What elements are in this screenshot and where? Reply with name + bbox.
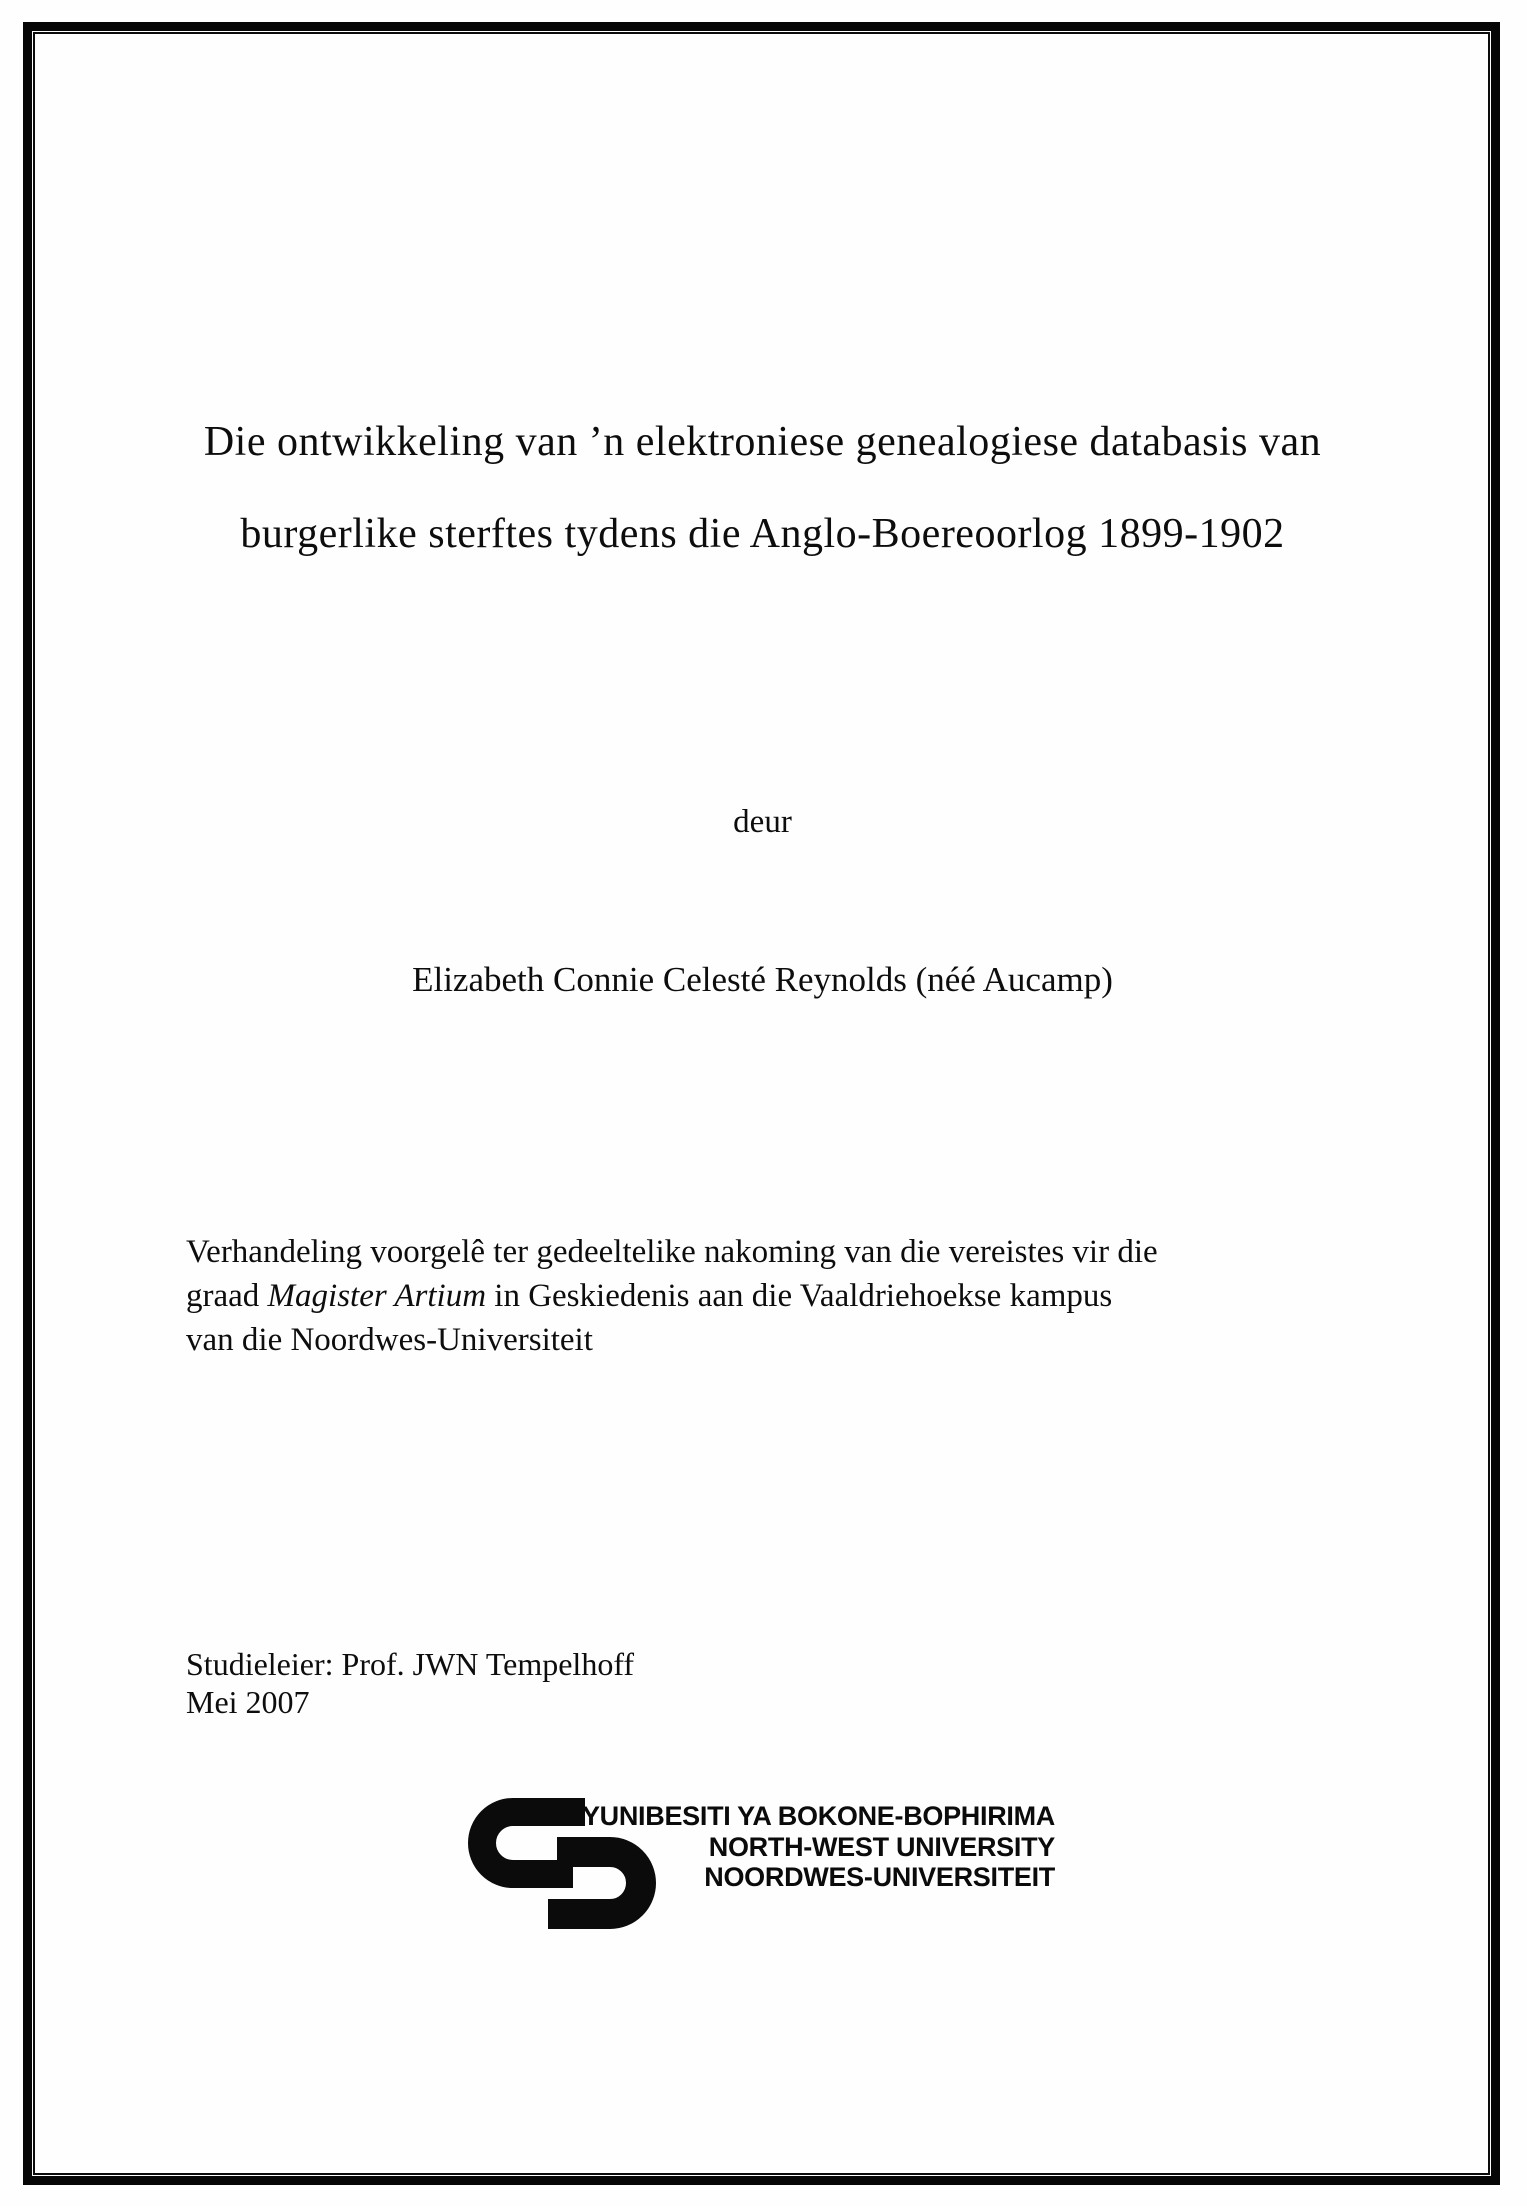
logo-text-line-afrikaans: NOORDWES-UNIVERSITEIT: [704, 1862, 1055, 1892]
degree-name-italic: Magister Artium: [267, 1278, 487, 1314]
thesis-title: [90, 396, 1435, 580]
degree-statement-line-3: van die Noordwes-Universiteit: [186, 1322, 593, 1358]
degree-statement: [186, 1230, 1332, 1362]
date-line: Mei 2007: [186, 1684, 310, 1720]
degree-statement-text-post: in Geskiedenis aan die Vaaldriehoekse kampus: [486, 1278, 1113, 1314]
thesis-title-line-2: burgerlike sterftes tydens die Anglo-Boereoorlog 1899-1902: [240, 511, 1285, 557]
logo-text-line-english: NORTH-WEST UNIVERSITY: [708, 1831, 1055, 1862]
supervisor-line: Studieleier: Prof. JWN Tempelhoff: [186, 1646, 635, 1682]
logo-text-line-setswana: YUNIBESITI YA BOKONE-BOPHIRIMA: [581, 1801, 1055, 1831]
author-name: Elizabeth Connie Celesté Reynolds (néé Aucamp): [412, 960, 1113, 999]
thesis-title-line-1: Die ontwikkeling van ’n elektroniese genealogiese databasis van: [203, 419, 1322, 465]
byline-label: deur: [733, 804, 792, 840]
degree-statement-line-1: Verhandeling voorgelê ter gedeeltelike nakoming van die vereistes vir die: [186, 1234, 1158, 1270]
degree-statement-line-2: [186, 1274, 1332, 1318]
university-logo-text: [581, 1801, 1055, 1893]
degree-statement-text-pre: graad: [186, 1278, 268, 1314]
supervisor-block: [186, 1645, 634, 1721]
